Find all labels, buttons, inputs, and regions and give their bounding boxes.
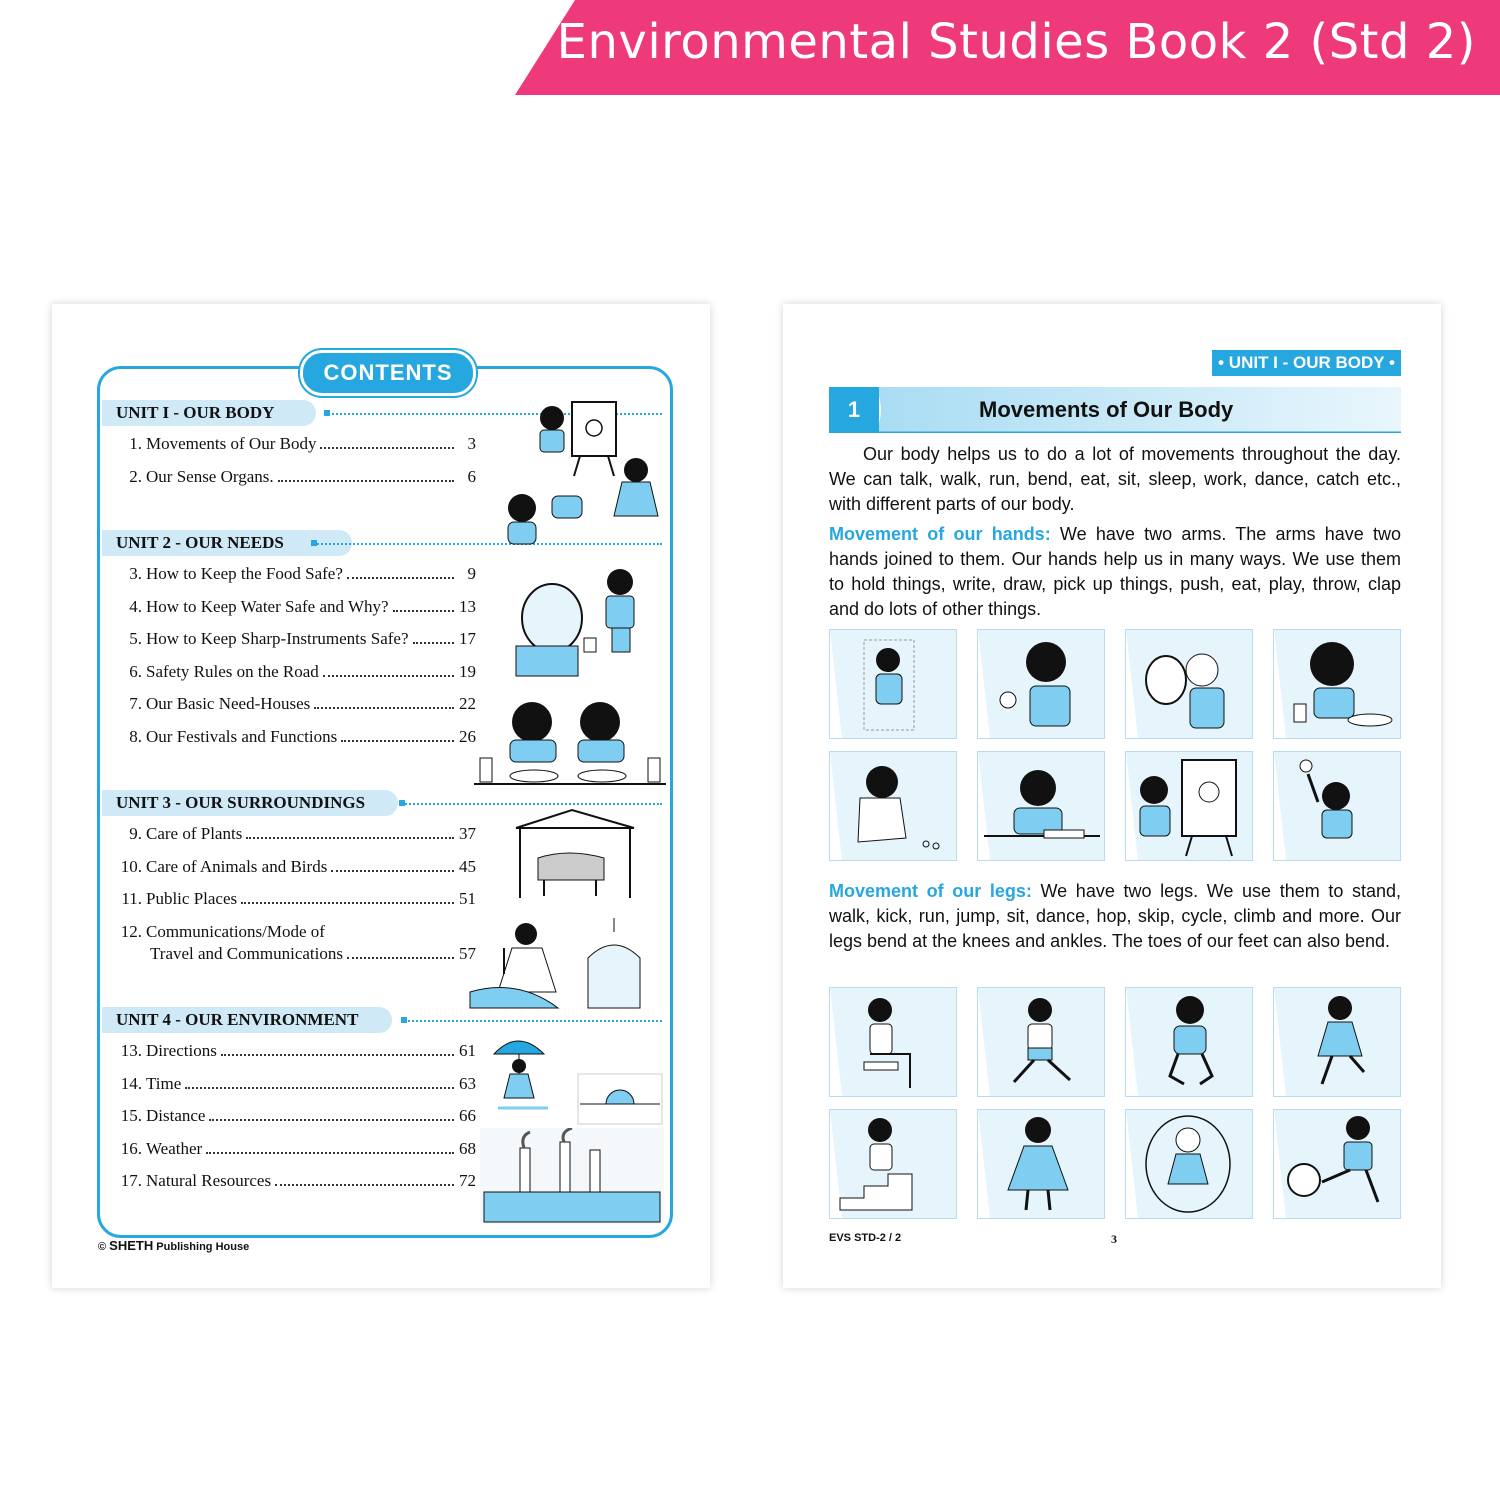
toc-page: 72 (459, 1171, 476, 1190)
hands-text: We have two arms. The arms have two hands joined to them. Our hands help us in many ways. We use them to hold things, write, draw, pick up things, push, eat, play, throw, clap and do lots of other things. (829, 524, 1401, 619)
toc-entry[interactable] (114, 1137, 476, 1159)
picture-throw (1273, 751, 1401, 861)
toc-num: 13. (120, 1041, 142, 1060)
toc-title: Movements of Our Body (146, 434, 317, 453)
publisher-name: SHETH (109, 1238, 154, 1253)
toc-title: Travel and Communications (150, 944, 343, 963)
toc-page: 9 (467, 564, 476, 583)
toc-page: 66 (459, 1106, 476, 1125)
picture-sit (829, 987, 957, 1097)
toc-entry[interactable] (114, 1072, 476, 1094)
toc-num: 7. (129, 694, 142, 713)
legs-paragraph (829, 879, 1401, 954)
chapter-number: 1 (829, 387, 879, 433)
toc-num: 4. (129, 597, 142, 616)
toc-entry[interactable] (114, 920, 334, 942)
toc-page: 57 (459, 944, 476, 963)
toc-page: 19 (459, 662, 476, 681)
toc-entry[interactable] (114, 725, 476, 747)
toc-num: 17. (120, 1171, 142, 1190)
picture-climb (829, 1109, 957, 1219)
toc-entry[interactable] (114, 1169, 476, 1191)
toc-title: Our Sense Organs. (146, 467, 274, 486)
lesson-page (783, 304, 1441, 1288)
toc-entry[interactable] (114, 660, 476, 682)
legs-text: We have two legs. We use them to stand, walk, kick, run, jump, sit, dance, hop, skip, cycle, climb and more. Our legs bend at the knees and ankles. The toes of our feet can also bend. (829, 881, 1401, 951)
toc-title: Distance (146, 1106, 206, 1125)
copyright-symbol: © (98, 1241, 107, 1253)
legs-lead: Movement of our legs: (829, 881, 1032, 901)
toc-num: 15. (120, 1106, 142, 1125)
picture-eat (1273, 629, 1401, 739)
toc-page: 45 (459, 857, 476, 876)
toc-title: Our Festivals and Functions (146, 727, 338, 746)
toc-title: Care of Plants (146, 824, 243, 843)
toc-title: Directions (146, 1041, 217, 1060)
water-pot-boy-illustration (512, 568, 652, 678)
intro-paragraph (829, 442, 1401, 517)
unit-divider (402, 803, 662, 805)
picture-skip (1125, 1109, 1253, 1219)
page-number: 3 (1111, 1232, 1117, 1246)
publisher-suffix: Publishing House (156, 1241, 250, 1253)
factory-city-illustration (480, 1128, 664, 1224)
picture-hop (1273, 987, 1401, 1097)
publisher-credit (98, 1238, 249, 1253)
toc-entry[interactable] (114, 595, 476, 617)
hands-lead: Movement of our hands: (829, 524, 1051, 544)
children-eating-illustration (474, 700, 666, 792)
toc-num: 5. (129, 629, 142, 648)
toc-page: 22 (459, 694, 476, 713)
toc-page: 13 (459, 597, 476, 616)
intro-text: Our body helps us to do a lot of movements throughout the day. We can talk, walk, run, bend, eat, sit, sleep, work, dance, catch etc., with different parts of our body. (829, 444, 1401, 514)
toc-page: 3 (467, 434, 476, 453)
toc-num: 16. (120, 1139, 142, 1158)
unit-divider (404, 1020, 662, 1022)
toc-page: 68 (459, 1139, 476, 1158)
chapter-title: Movements of Our Body (979, 397, 1234, 422)
toc-title: How to Keep Water Safe and Why? (146, 597, 389, 616)
toc-page: 61 (459, 1041, 476, 1060)
toc-entry[interactable] (114, 822, 476, 844)
picture-jump (1125, 987, 1253, 1097)
picture-dance (977, 1109, 1105, 1219)
toc-page: 63 (459, 1074, 476, 1093)
boy-painting-girls-illustration (482, 400, 664, 546)
toc-title: Public Places (146, 889, 238, 908)
picture-clap (977, 629, 1105, 739)
toc-num: 3. (129, 564, 142, 583)
toc-title: Time (146, 1074, 182, 1093)
toc-num: 6. (129, 662, 142, 681)
hands-paragraph (829, 522, 1401, 622)
toc-title: How to Keep the Food Safe? (146, 564, 343, 583)
toc-num: 12. (120, 922, 142, 941)
toc-num: 11. (121, 889, 142, 908)
toc-num: 2. (129, 467, 142, 486)
picture-kick (1273, 1109, 1401, 1219)
toc-entry[interactable] (114, 1104, 476, 1126)
toc-num: 9. (129, 824, 142, 843)
toc-entry[interactable] (114, 465, 476, 487)
banner-title: Environmental Studies Book 2 (Std 2) (556, 14, 1476, 70)
contents-heading: CONTENTS (300, 350, 476, 396)
toc-entry[interactable] (114, 692, 476, 714)
girl-planting-temple-illustration (468, 918, 664, 1010)
toc-entry[interactable] (114, 1039, 476, 1061)
toc-title: Safety Rules on the Road (146, 662, 319, 681)
unit-tag: • UNIT I - OUR BODY • (1212, 350, 1401, 376)
toc-page: 17 (459, 629, 476, 648)
toc-title: Our Basic Need-Houses (146, 694, 311, 713)
toc-entry[interactable] (114, 432, 476, 454)
picture-draw (1125, 751, 1253, 861)
footer-code: EVS STD-2 / 2 (829, 1232, 902, 1244)
toc-page: 26 (459, 727, 476, 746)
toc-title: Communications/Mode of (146, 922, 325, 941)
rain-girl-sunset-illustration (488, 1028, 668, 1128)
picture-run (977, 987, 1105, 1097)
unit-heading: UNIT I - OUR BODY (102, 400, 316, 426)
unit-heading: UNIT 2 - OUR NEEDS (102, 530, 352, 556)
unit-heading: UNIT 3 - OUR SURROUNDINGS (102, 790, 398, 816)
toc-title: How to Keep Sharp-Instruments Safe? (146, 629, 409, 648)
toc-page: 51 (459, 889, 476, 908)
toc-entry[interactable] (114, 562, 476, 584)
toc-num: 8. (129, 727, 142, 746)
toc-num: 1. (129, 434, 142, 453)
picture-write (977, 751, 1105, 861)
toc-title: Care of Animals and Birds (146, 857, 328, 876)
banner (0, 0, 1500, 95)
unit-heading: UNIT 4 - OUR ENVIRONMENT (102, 1007, 392, 1033)
picture-push (829, 629, 957, 739)
toc-title: Natural Resources (146, 1171, 272, 1190)
toc-page: 37 (459, 824, 476, 843)
picture-pick-up (829, 751, 957, 861)
toc-page: 6 (467, 467, 476, 486)
toc-entry[interactable] (114, 627, 476, 649)
cow-shed-illustration (508, 808, 638, 900)
toc-entry-continued[interactable] (114, 942, 476, 964)
toc-entry[interactable] (114, 887, 476, 909)
toc-num: 14. (120, 1074, 142, 1093)
toc-num: 10. (120, 857, 142, 876)
toc-title: Weather (146, 1139, 203, 1158)
picture-play-tambourine (1125, 629, 1253, 739)
toc-entry[interactable] (114, 855, 476, 877)
contents-page (52, 304, 710, 1288)
